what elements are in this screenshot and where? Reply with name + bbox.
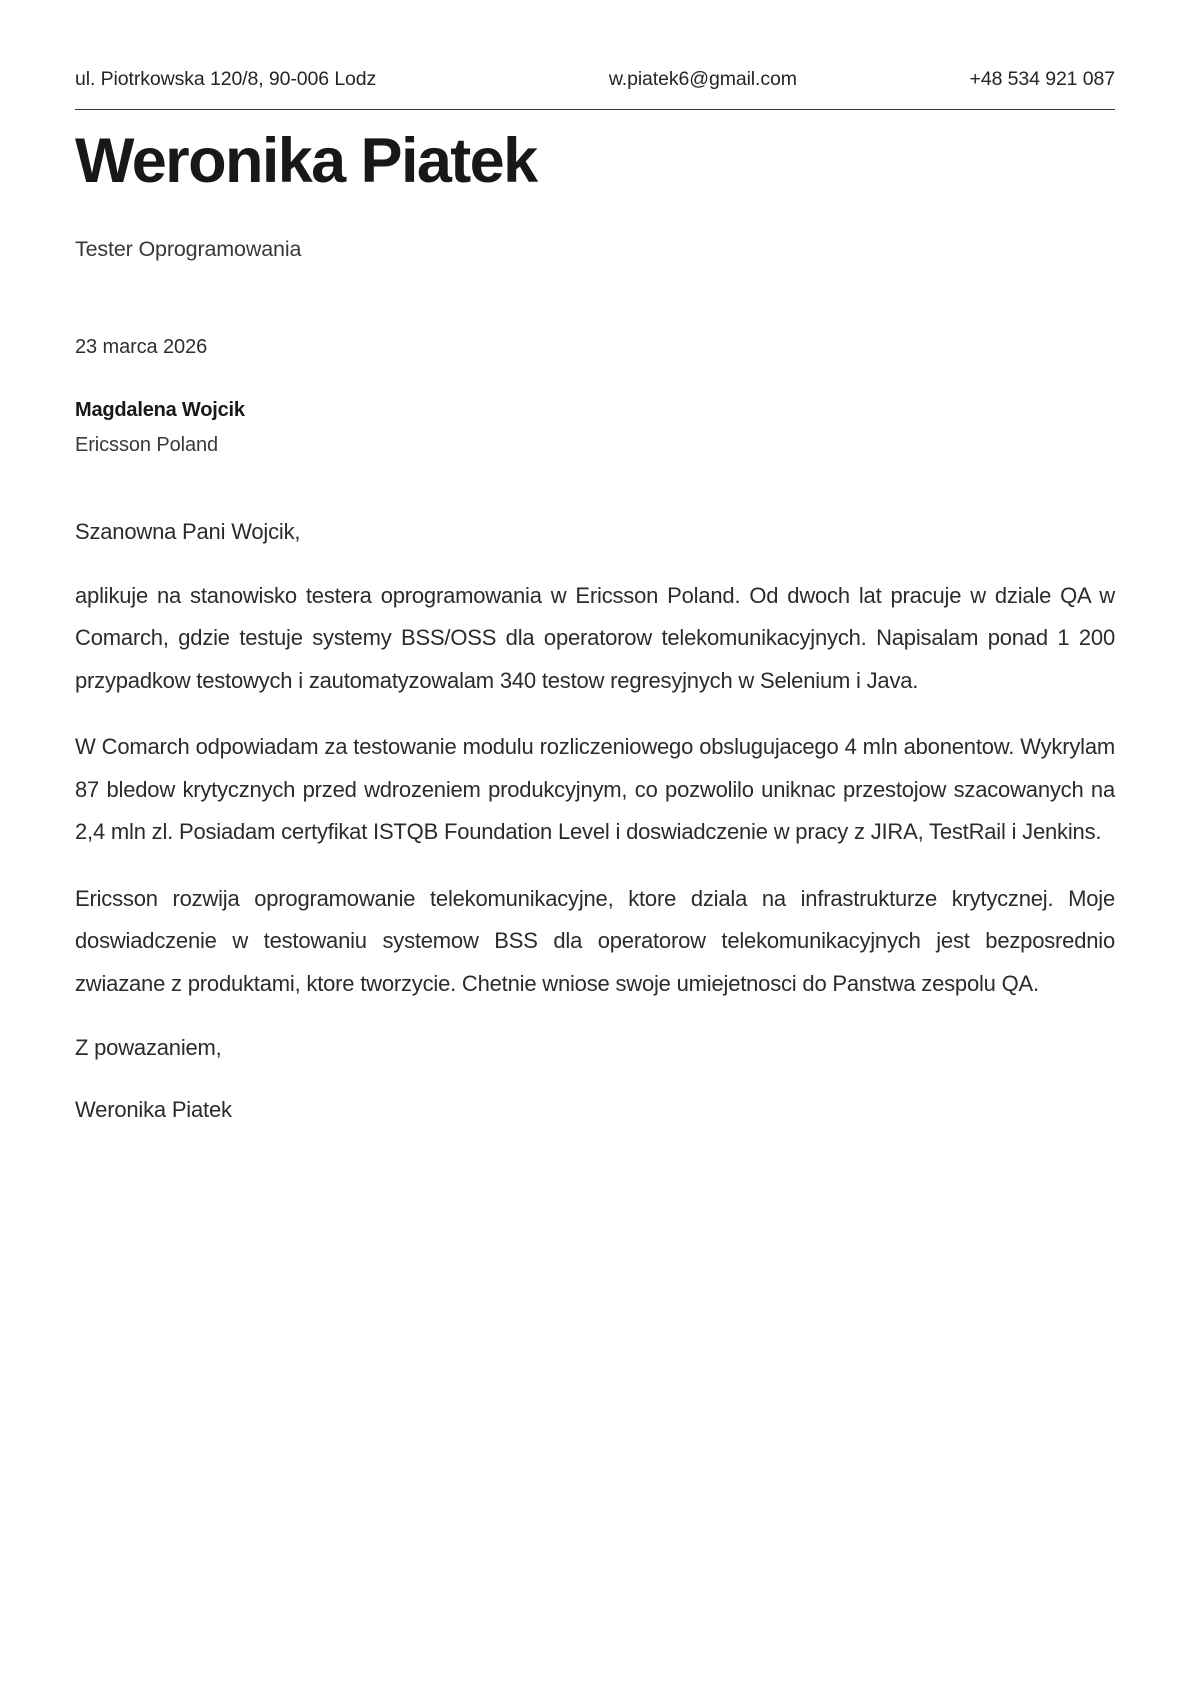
header-divider (75, 109, 1115, 110)
recipient-name: Magdalena Wojcik (75, 398, 245, 421)
signature-name: Weronika Piatek (75, 1097, 232, 1123)
body-paragraph: W Comarch odpowiadam za testowanie modulu rozliczeniowego obslugujacego 4 mln abonentow. Wykrylam 87 bledow krytycznych przed wdrozeniem produkcyjnym, co pozwolilo uniknac przestojow szacowanych na 2,4 mln zl. Posiadam certyfikat ISTQB Foundation Level i doswiadczenie w pracy z JIRA, TestRail i Jenkins. (75, 734, 1115, 845)
job-title: Tester Oprogramowania (75, 236, 302, 261)
body-paragraph: Ericsson rozwija oprogramowanie telekomunikacyjne, ktore dziala na infrastrukturze krytycznej. Moje doswiadczenie w testowaniu systemow BSS dla operatorow telekomunikacyjnych jest bezposrednio zwiazane z produktami, ktore tworzycie. Chetnie wniose swoje umiejetnosci do Panstwa zespolu QA. (75, 885, 1115, 996)
body-paragraph: aplikuje na stanowisko testera oprogramowania w Ericsson Poland. Od dwoch lat pracuje w dziale QA w Comarch, gdzie testuje systemy BSS/OSS dla operatorow telekomunikacyjnych. Napisalam ponad 1 200 przypadkow testowych i zautomatyzowalam 340 testow regresyjnych w Selenium i Java. (75, 582, 1115, 693)
page-title: Weronika Piatek (75, 126, 537, 196)
letter-body (75, 519, 1115, 1123)
letter-date: 23 marca 2026 (75, 335, 208, 358)
contact-header (75, 0, 1115, 91)
contact-address: ul. Piotrkowska 120/8, 90-006 Lodz (75, 68, 377, 90)
recipient-company: Ericsson Poland (75, 433, 219, 456)
contact-phone: +48 534 921 087 (969, 68, 1115, 90)
salutation: Szanowna Pani Wojcik, (75, 518, 301, 544)
closing-line: Z powazaniem, (75, 1035, 222, 1061)
contact-email: w.piatek6@gmail.com (608, 68, 797, 90)
recipient-block (75, 399, 1115, 457)
